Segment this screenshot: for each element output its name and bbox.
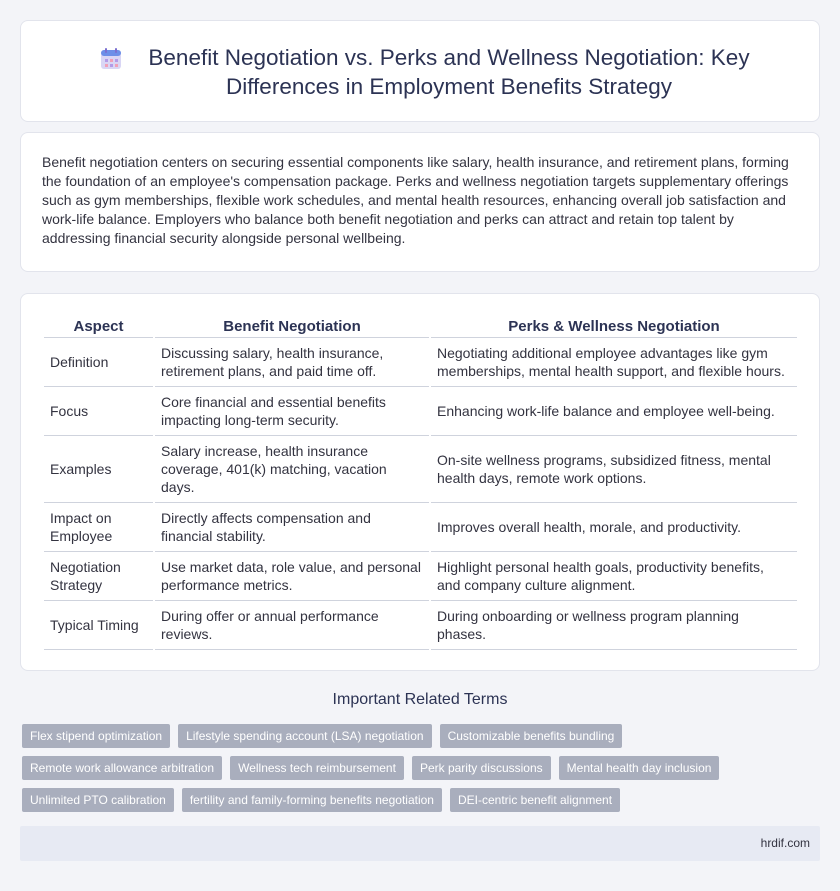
row-aspect: Negotiation Strategy: [44, 552, 153, 601]
related-term-tag[interactable]: Remote work allowance arbitration: [22, 756, 222, 780]
row-perks: Improves overall health, morale, and productivity.: [431, 503, 797, 552]
comparison-table: [42, 316, 799, 650]
related-term-tag[interactable]: DEI-centric benefit alignment: [450, 788, 620, 812]
row-perks: Enhancing work-life balance and employee well-being.: [431, 387, 797, 436]
related-term-tag[interactable]: Wellness tech reimbursement: [230, 756, 404, 780]
row-benefit: Salary increase, health insurance coverage, 401(k) matching, vacation days.: [155, 436, 429, 503]
row-perks: On-site wellness programs, subsidized fitness, mental health days, remote work options.: [431, 436, 797, 503]
tag-row: [22, 756, 822, 780]
row-aspect: Focus: [44, 387, 153, 436]
row-perks: Negotiating additional employee advantages like gym memberships, mental health support, and flexible hours.: [431, 338, 797, 387]
related-term-tag[interactable]: fertility and family-forming benefits negotiation: [182, 788, 442, 812]
table-row: [44, 503, 797, 552]
row-benefit: Use market data, role value, and personal performance metrics.: [155, 552, 429, 601]
table-row: [44, 601, 797, 650]
related-term-tag[interactable]: Mental health day inclusion: [559, 756, 720, 780]
row-aspect: Examples: [44, 436, 153, 503]
related-term-tag[interactable]: Customizable benefits bundling: [440, 724, 623, 748]
calendar-icon: [99, 47, 123, 71]
row-aspect: Definition: [44, 338, 153, 387]
row-benefit: Discussing salary, health insurance, retirement plans, and paid time off.: [155, 338, 429, 387]
table-row: [44, 338, 797, 387]
related-term-tag[interactable]: Flex stipend optimization: [22, 724, 170, 748]
related-term-tag[interactable]: Lifestyle spending account (LSA) negotiation: [178, 724, 432, 748]
table-row: [44, 436, 797, 503]
tag-row: [22, 788, 822, 812]
header-perks-wellness: Perks & Wellness Negotiation: [431, 316, 797, 338]
intro-card: [20, 132, 820, 272]
related-terms-list: [22, 724, 822, 820]
row-perks: During onboarding or wellness program planning phases.: [431, 601, 797, 650]
footer: [20, 826, 820, 861]
row-benefit: Core financial and essential benefits impacting long-term security.: [155, 387, 429, 436]
row-benefit: During offer or annual performance reviews.: [155, 601, 429, 650]
related-term-tag[interactable]: Perk parity discussions: [412, 756, 551, 780]
comparison-table-card: [20, 293, 820, 671]
table-row: [44, 387, 797, 436]
row-aspect: Typical Timing: [44, 601, 153, 650]
related-terms-title: Important Related Terms: [332, 691, 508, 708]
title-wrap: [41, 43, 799, 101]
page-title: Benefit Negotiation vs. Perks and Wellness Negotiation: Key Differences in Employment Benefits Strategy: [148, 45, 750, 99]
intro-paragraph: Benefit negotiation centers on securing essential components like salary, health insurance, and retirement plans, forming the foundation of an employee's compensation package. Perks and wellness negotiation targets supplementary offerings such as gym memberships, flexible work schedules, and mental health resources, enhancing overall job satisfaction and work-life balance. Employers who balance both benefit negotiation and perks can attract and retain top talent by addressing financial security alongside personal wellbeing.: [42, 154, 789, 246]
row-aspect: Impact on Employee: [44, 503, 153, 552]
row-perks: Highlight personal health goals, productivity benefits, and company culture alignment.: [431, 552, 797, 601]
tag-row: [22, 724, 822, 748]
related-term-tag[interactable]: Unlimited PTO calibration: [22, 788, 174, 812]
table-header-row: [44, 316, 797, 338]
table-row: [44, 552, 797, 601]
header-aspect: Aspect: [44, 316, 153, 338]
footer-site-link[interactable]: hrdif.com: [760, 836, 810, 850]
title-card: [20, 20, 820, 122]
header-benefit-negotiation: Benefit Negotiation: [155, 316, 429, 338]
row-benefit: Directly affects compensation and financial stability.: [155, 503, 429, 552]
